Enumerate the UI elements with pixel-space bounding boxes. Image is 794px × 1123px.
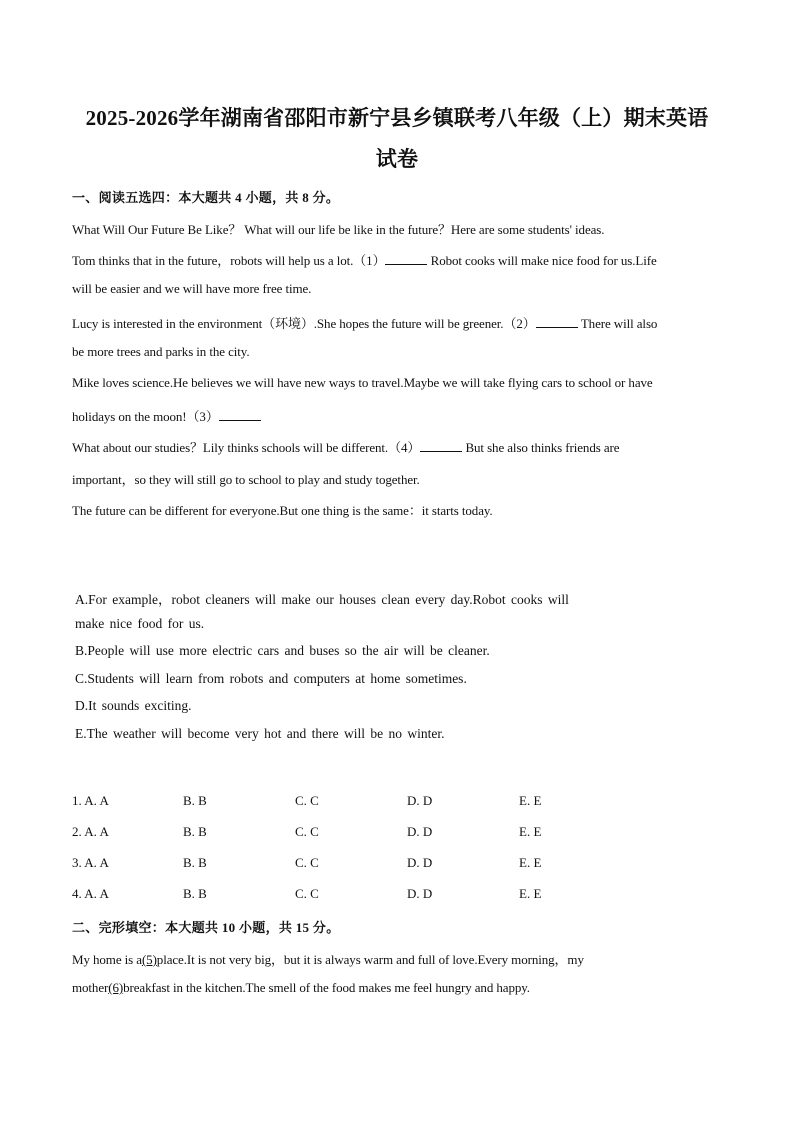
choice-e[interactable]: E. E <box>519 824 542 839</box>
passage-text: What about our studies？Lily thinks schools will be different.（4） <box>72 440 421 455</box>
cloze-blank-5: (5) <box>141 952 157 967</box>
section1-heading: 一、阅读五选四：本大题共 4 小题，共 8 分。 <box>72 190 340 205</box>
passage-text: But she also thinks friends are <box>465 440 620 455</box>
passage-line <box>72 250 657 269</box>
exam-title-line2: 试卷 <box>375 147 419 171</box>
passage-text: holidays on the moon!（3） <box>72 409 219 424</box>
choice-c[interactable]: C. C <box>295 793 319 808</box>
passage-line <box>72 437 619 456</box>
passage-line: Mike loves science.He believes we will have new ways to travel.Maybe we will take flying cars to school or have <box>72 375 653 390</box>
cloze-text: breakfast in the kitchen.The smell of the food makes me feel hungry and happy. <box>123 980 530 995</box>
option-d: D.It sounds exciting. <box>75 698 192 713</box>
choice-c[interactable]: C. C <box>295 886 319 901</box>
choice-d[interactable]: D. D <box>407 793 433 808</box>
option-a: A.For example，robot cleaners will make our houses clean every day.Robot cooks will <box>75 592 569 607</box>
cloze-text: place.It is not very big，but it is always warm and full of love.Every morning，my <box>156 952 584 967</box>
passage-text: Robot cooks will make nice food for us.Life <box>430 253 657 268</box>
choice-a[interactable]: 1. A. A <box>72 793 109 808</box>
choice-b[interactable]: B. B <box>183 824 207 839</box>
choice-d[interactable]: D. D <box>407 824 433 839</box>
option-a-cont: make nice food for us. <box>75 616 205 631</box>
passage-line: The future can be different for everyone.But one thing is the same：it starts today. <box>72 503 493 518</box>
answer-blank-2 <box>536 317 578 328</box>
cloze-blank-6: (6) <box>108 980 124 995</box>
choice-d[interactable]: D. D <box>407 886 433 901</box>
cloze-text: mother <box>72 980 109 995</box>
passage-line: What Will Our Future Be Like？ What will our life be like in the future？Here are some students' ideas. <box>72 222 605 237</box>
choice-e[interactable]: E. E <box>519 793 542 808</box>
option-b: B.People will use more electric cars and buses so the air will be cleaner. <box>75 643 490 658</box>
choice-a[interactable]: 2. A. A <box>72 824 109 839</box>
choice-c[interactable]: C. C <box>295 824 319 839</box>
passage-line: will be easier and we will have more free time. <box>72 281 312 296</box>
answer-blank-4 <box>420 441 462 452</box>
cloze-line <box>72 980 530 996</box>
choice-a[interactable]: 3. A. A <box>72 855 109 870</box>
answer-blank-1 <box>385 254 427 265</box>
option-c: C.Students will learn from robots and computers at home sometimes. <box>75 671 467 686</box>
choice-b[interactable]: B. B <box>183 855 207 870</box>
choice-a[interactable]: 4. A. A <box>72 886 109 901</box>
option-e: E.The weather will become very hot and there will be no winter. <box>75 726 445 741</box>
answer-blank-3 <box>219 410 261 421</box>
exam-title-line1: 2025-2026学年湖南省邵阳市新宁县乡镇联考八年级（上）期末英语 <box>85 106 709 130</box>
choice-b[interactable]: B. B <box>183 793 207 808</box>
passage-line: be more trees and parks in the city. <box>72 344 250 359</box>
passage-text: Lucy is interested in the environment（环境）.She hopes the future will be greener.（2） <box>72 316 536 331</box>
cloze-text: My home is a <box>72 952 142 967</box>
choice-e[interactable]: E. E <box>519 886 542 901</box>
passage-text: Tom thinks that in the future，robots will help us a lot.（1） <box>72 253 386 268</box>
choice-d[interactable]: D. D <box>407 855 433 870</box>
passage-line <box>72 313 657 332</box>
cloze-line <box>72 949 584 968</box>
passage-line: important，so they will still go to school to play and study together. <box>72 472 420 487</box>
passage-text: There will also <box>580 316 658 331</box>
choice-c[interactable]: C. C <box>295 855 319 870</box>
section2-heading: 二、完形填空：本大题共 10 小题，共 15 分。 <box>72 920 340 935</box>
choice-b[interactable]: B. B <box>183 886 207 901</box>
choice-e[interactable]: E. E <box>519 855 542 870</box>
passage-line <box>72 406 261 425</box>
